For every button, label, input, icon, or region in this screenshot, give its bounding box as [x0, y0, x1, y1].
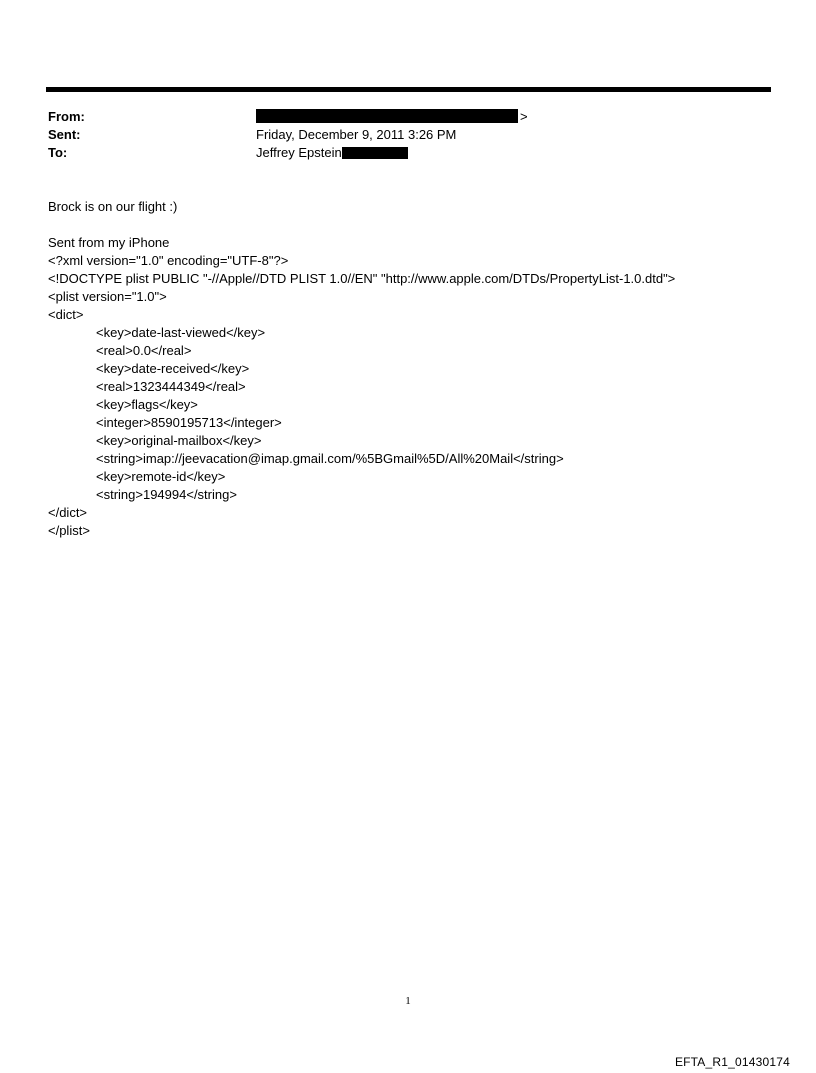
from-value	[256, 108, 528, 126]
dict-close-tag: </dict>	[48, 505, 88, 520]
from-trailing-bracket: >	[520, 109, 528, 124]
dict-entry-line: <integer>8590195713</integer>	[96, 415, 282, 430]
from-label: From:	[48, 109, 85, 124]
dict-entry-line: <key>date-received</key>	[96, 361, 250, 376]
plist-close-tag: </plist>	[48, 523, 90, 538]
message-line: Brock is on our flight :)	[48, 199, 178, 214]
blank-line	[48, 216, 788, 234]
sent-value: Friday, December 9, 2011 3:26 PM	[256, 127, 457, 142]
to-name: Jeffrey Epstein	[256, 145, 342, 160]
dict-open-tag: <dict>	[48, 307, 84, 322]
sent-row	[48, 126, 768, 144]
signature-line: Sent from my iPhone	[48, 235, 170, 250]
dict-entry-line: <real>1323444349</real>	[96, 379, 246, 394]
plist-open-tag: <plist version="1.0">	[48, 289, 167, 304]
dict-entry-line: <key>original-mailbox</key>	[96, 433, 262, 448]
sent-label: Sent:	[48, 127, 81, 142]
dict-entry-line: <key>remote-id</key>	[96, 469, 226, 484]
dict-entry-line: <key>flags</key>	[96, 397, 198, 412]
from-row	[48, 108, 768, 126]
dict-entry-line: <string>imap://jeevacation@imap.gmail.com/%5BGmail%5D/All%20Mail</string>	[96, 451, 564, 466]
bates-number: EFTA_R1_01430174	[674, 1055, 790, 1069]
page-number: 1	[405, 995, 411, 1007]
header-divider-rule	[46, 87, 771, 92]
to-label: To:	[48, 145, 68, 160]
redaction-block	[342, 147, 408, 159]
to-row	[48, 144, 768, 162]
to-value	[256, 144, 408, 162]
dict-entry-line: <key>date-last-viewed</key>	[96, 325, 266, 340]
dict-entry-line: <string>194994</string>	[96, 487, 237, 502]
doctype-line: <!DOCTYPE plist PUBLIC "-//Apple//DTD PLIST 1.0//EN" "http://www.apple.com/DTDs/PropertyList-1.0.dtd">	[48, 271, 676, 286]
dict-entry-line: <real>0.0</real>	[96, 343, 192, 358]
redaction-block	[256, 109, 518, 123]
xml-declaration: <?xml version="1.0" encoding="UTF-8"?>	[48, 253, 289, 268]
email-body	[48, 198, 788, 540]
email-header	[48, 108, 768, 162]
